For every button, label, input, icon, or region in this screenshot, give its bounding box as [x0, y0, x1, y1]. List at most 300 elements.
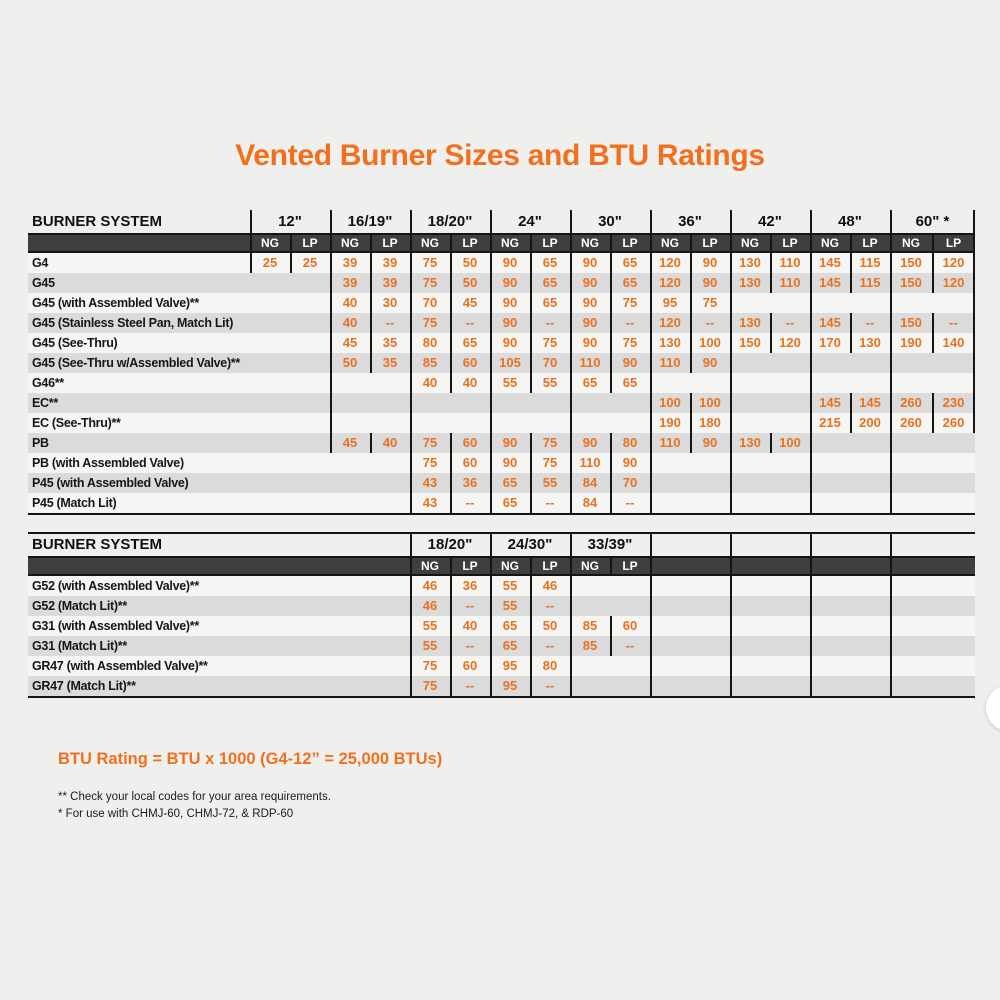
grid-line [890, 210, 892, 513]
grid-line [450, 473, 452, 493]
burner-name: EC** [32, 396, 58, 410]
grid-line [530, 576, 532, 596]
grid-line [530, 596, 532, 616]
vented-burner-table [28, 210, 975, 515]
btu-value-lp: -- [465, 598, 475, 613]
btu-value-ng: 84 [582, 495, 598, 510]
btu-value-lp: -- [465, 678, 475, 693]
grid-line [450, 616, 452, 636]
btu-value-ng: 110 [579, 455, 601, 470]
btu-value-ng: 84 [582, 475, 598, 490]
btu-value-lp: 36 [462, 578, 478, 593]
btu-value-ng: 145 [819, 255, 841, 270]
grid-line [690, 273, 692, 293]
grid-line [530, 353, 532, 373]
grid-line [530, 273, 532, 293]
grid-line [932, 393, 934, 413]
grid-line [730, 534, 732, 696]
grid-line [690, 253, 692, 273]
grid-line [770, 433, 772, 453]
btu-value-lp: -- [545, 598, 555, 613]
grid-line [450, 433, 452, 453]
grid-line [610, 473, 612, 493]
btu-value-ng: 90 [502, 335, 518, 350]
grid-line [530, 233, 532, 253]
btu-value-ng: 150 [900, 255, 922, 270]
grid-line [330, 210, 332, 453]
btu-value-lp: 200 [859, 415, 881, 430]
grid-line [610, 233, 612, 253]
grid-line [250, 210, 252, 273]
btu-value-lp: 60 [462, 435, 478, 450]
grid-line [450, 313, 452, 333]
grid-line [530, 453, 532, 473]
gas-type-header-ng: NG [421, 236, 439, 250]
grid-line [932, 413, 934, 433]
btu-value-lp: 39 [382, 255, 398, 270]
btu-value-lp: 80 [622, 435, 638, 450]
btu-value-ng: 145 [819, 315, 841, 330]
grid-line [370, 253, 372, 273]
grid-line [610, 293, 612, 313]
btu-value-ng: 260 [900, 415, 922, 430]
btu-value-ng: 75 [422, 255, 438, 270]
btu-value-ng: 145 [819, 395, 841, 410]
btu-value-lp: 120 [942, 255, 965, 270]
btu-value-lp: 55 [542, 475, 558, 490]
btu-value-lp: 145 [859, 395, 881, 410]
btu-value-lp: 115 [859, 255, 881, 270]
grid-line [410, 534, 412, 696]
btu-value-lp: 40 [382, 435, 398, 450]
grid-line [530, 636, 532, 656]
btu-value-ng: 45 [342, 435, 358, 450]
grid-line [450, 233, 452, 253]
btu-value-lp: 25 [302, 255, 318, 270]
btu-value-lp: 65 [542, 255, 558, 270]
btu-value-ng: 95 [502, 658, 518, 673]
btu-value-ng: 110 [579, 355, 601, 370]
btu-value-lp: 60 [462, 455, 478, 470]
grid-line [570, 210, 572, 513]
grid-line [570, 534, 572, 696]
btu-value-lp: 180 [699, 415, 721, 430]
btu-value-ng: 105 [499, 355, 521, 370]
btu-value-lp: 90 [702, 435, 718, 450]
gas-type-header-lp: LP [622, 236, 638, 250]
grid-line [690, 233, 692, 253]
gas-type-header-ng: NG [341, 236, 359, 250]
grid-line [650, 534, 652, 696]
grid-line [450, 453, 452, 473]
gas-type-header-ng: NG [501, 236, 519, 250]
grid-line [530, 253, 532, 273]
grid-line [530, 333, 532, 353]
grid-line [850, 253, 852, 273]
btu-value-lp: 60 [462, 355, 478, 370]
grid-line [450, 596, 452, 616]
gas-type-header-ng: NG [902, 236, 920, 250]
burner-name: G45 (Stainless Steel Pan, Match Lit) [32, 316, 234, 330]
btu-value-lp: -- [785, 315, 795, 330]
btu-value-ng: 50 [342, 355, 358, 370]
grid-line [690, 393, 692, 413]
btu-value-ng: 90 [502, 435, 518, 450]
gas-type-header-lp: LP [542, 236, 558, 250]
grid-line [850, 393, 852, 413]
btu-value-lp: -- [545, 678, 555, 693]
grid-line [530, 473, 532, 493]
btu-value-ng: 90 [582, 315, 598, 330]
btu-value-ng: 260 [900, 395, 922, 410]
size-column-header: 33/39" [587, 536, 633, 553]
btu-value-lp: -- [545, 495, 555, 510]
btu-value-lp: -- [545, 638, 555, 653]
btu-value-lp: 70 [542, 355, 558, 370]
grid-line [932, 233, 934, 253]
grid-line [610, 333, 612, 353]
grid-line [932, 333, 934, 353]
btu-value-ng: 90 [502, 315, 518, 330]
grid-line [450, 636, 452, 656]
btu-value-ng: 43 [422, 495, 438, 510]
btu-value-lp: 90 [622, 455, 638, 470]
btu-value-ng: 65 [502, 638, 518, 653]
btu-value-ng: 65 [582, 375, 598, 390]
grid-line [490, 210, 492, 513]
grid-line [850, 333, 852, 353]
table-header-label: BURNER SYSTEM [32, 536, 163, 553]
grid-line [450, 373, 452, 393]
btu-value-ng: 75 [422, 455, 438, 470]
btu-value-lp: 55 [542, 375, 558, 390]
burner-name: P45 (with Assembled Valve) [32, 476, 189, 490]
btu-value-ng: 55 [422, 618, 438, 633]
size-column-header: 36" [678, 213, 702, 230]
gas-type-header-lp: LP [382, 236, 398, 250]
btu-value-ng: 55 [502, 598, 518, 613]
btu-value-lp: 35 [382, 355, 398, 370]
btu-value-lp: 140 [942, 335, 965, 350]
burner-name: EC (See-Thru)** [32, 416, 121, 430]
btu-value-lp: 70 [622, 475, 638, 490]
btu-value-ng: 120 [659, 255, 681, 270]
size-column-header: 24/30" [507, 536, 553, 553]
gas-type-header-ng: NG [501, 559, 519, 573]
btu-value-ng: 39 [342, 275, 358, 290]
btu-value-lp: 30 [382, 295, 398, 310]
grid-line [770, 253, 772, 273]
btu-value-lp: 75 [702, 295, 718, 310]
btu-value-lp: 35 [382, 335, 398, 350]
btu-value-ng: 130 [739, 435, 761, 450]
burner-name: P45 (Match Lit) [32, 496, 117, 510]
grid-line [650, 210, 652, 513]
btu-value-ng: 40 [342, 315, 358, 330]
btu-value-lp: 130 [859, 335, 881, 350]
grid-line [770, 313, 772, 333]
gas-type-header-ng: NG [581, 236, 599, 250]
btu-value-ng: 120 [659, 315, 681, 330]
btu-value-ng: 130 [739, 275, 761, 290]
btu-value-lp: 40 [462, 375, 478, 390]
btu-value-ng: 90 [582, 335, 598, 350]
grid-line [410, 210, 412, 513]
size-column-header: 16/19" [347, 213, 393, 230]
btu-value-lp: 75 [542, 455, 558, 470]
btu-value-ng: 145 [819, 275, 841, 290]
size-column-header: 12" [278, 213, 302, 230]
grid-line [370, 293, 372, 313]
btu-value-lp: 75 [622, 335, 638, 350]
grid-line [450, 556, 452, 576]
page-title: Vented Burner Sizes and BTU Ratings [235, 139, 765, 172]
grid-line [370, 433, 372, 453]
grid-line [370, 313, 372, 333]
gas-type-header-ng: NG [661, 236, 679, 250]
grid-line [770, 233, 772, 253]
gas-type-header-lp: LP [542, 559, 558, 573]
grid-line [450, 253, 452, 273]
btu-value-ng: 90 [582, 295, 598, 310]
btu-value-lp: -- [949, 315, 958, 330]
gas-type-header-lp: LP [622, 559, 638, 573]
btu-value-ng: 130 [659, 335, 681, 350]
grid-line [610, 556, 612, 576]
grid-line [370, 233, 372, 253]
btu-value-lp: -- [465, 315, 475, 330]
btu-value-ng: 90 [582, 275, 598, 290]
burner-name: G31 (Match Lit)** [32, 639, 127, 653]
grid-line [610, 636, 612, 656]
btu-value-lp: 115 [859, 275, 881, 290]
gas-type-header-lp: LP [702, 236, 718, 250]
btu-value-ng: 45 [342, 335, 358, 350]
btu-value-ng: 40 [422, 375, 438, 390]
grid-line [370, 273, 372, 293]
btu-value-lp: 90 [702, 275, 718, 290]
btu-value-ng: 40 [342, 295, 358, 310]
size-column-header: 18/20" [427, 213, 473, 230]
btu-value-lp: -- [625, 495, 635, 510]
btu-value-ng: 46 [422, 578, 438, 593]
btu-value-ng: 90 [502, 255, 518, 270]
btu-value-ng: 90 [502, 295, 518, 310]
btu-value-lp: -- [705, 315, 715, 330]
btu-value-ng: 46 [422, 598, 438, 613]
btu-value-lp: -- [385, 315, 395, 330]
btu-value-ng: 70 [422, 295, 438, 310]
btu-value-ng: 95 [502, 678, 518, 693]
btu-value-ng: 55 [422, 638, 438, 653]
grid-line [850, 233, 852, 253]
gas-type-header-lp: LP [462, 236, 478, 250]
grid-line [530, 433, 532, 453]
grid-line [932, 313, 934, 333]
grid-line [450, 293, 452, 313]
grid-line [530, 616, 532, 636]
btu-value-ng: 190 [900, 335, 922, 350]
grid-line [610, 433, 612, 453]
grid-line [450, 656, 452, 676]
btu-value-ng: 130 [739, 315, 761, 330]
grid-line [690, 293, 692, 313]
btu-value-lp: 90 [702, 355, 718, 370]
btu-value-lp: 40 [462, 618, 478, 633]
burner-name: PB [32, 436, 49, 450]
btu-value-lp: 46 [542, 578, 558, 593]
btu-value-ng: 150 [739, 335, 761, 350]
grid-line [370, 333, 372, 353]
btu-value-ng: 90 [502, 275, 518, 290]
grid-line [690, 353, 692, 373]
grid-line [450, 353, 452, 373]
btu-value-lp: 100 [699, 395, 721, 410]
grid-line [730, 210, 732, 513]
btu-value-ng: 55 [502, 375, 518, 390]
btu-value-lp: 100 [699, 335, 721, 350]
btu-value-ng: 215 [819, 415, 841, 430]
btu-value-ng: 39 [342, 255, 358, 270]
grid-line [450, 333, 452, 353]
btu-value-ng: 100 [659, 395, 681, 410]
gas-type-header-ng: NG [421, 559, 439, 573]
footnote-for-use-with: * For use with CHMJ-60, CHMJ-72, & RDP-60 [58, 808, 294, 820]
btu-value-lp: 50 [462, 275, 478, 290]
burner-name: PB (with Assembled Valve) [32, 456, 184, 470]
btu-value-ng: 80 [422, 335, 438, 350]
btu-value-ng: 55 [502, 578, 518, 593]
btu-rating-note: BTU Rating = BTU x 1000 (G4-12” = 25,000 BTUs) [58, 750, 443, 768]
btu-value-lp: 110 [779, 255, 801, 270]
grid-line [450, 576, 452, 596]
btu-value-lp: 39 [382, 275, 398, 290]
gas-type-header-lp: LP [945, 236, 962, 250]
size-column-header: 24" [518, 213, 542, 230]
btu-value-ng: 85 [582, 638, 598, 653]
size-column-header: 48" [838, 213, 862, 230]
floating-button-partial[interactable] [986, 685, 1000, 731]
burner-name: G45 [32, 276, 55, 290]
btu-value-ng: 75 [422, 275, 438, 290]
table-header-label: BURNER SYSTEM [32, 213, 163, 230]
gas-type-header-lp: LP [862, 236, 878, 250]
btu-value-ng: 90 [582, 255, 598, 270]
btu-value-ng: 43 [422, 475, 438, 490]
grid-line [610, 373, 612, 393]
btu-value-lp: 110 [779, 275, 801, 290]
burner-name: GR47 (with Assembled Valve)** [32, 659, 208, 673]
btu-value-ng: 120 [659, 275, 681, 290]
btu-value-ng: 150 [900, 275, 922, 290]
burner-name: GR47 (Match Lit)** [32, 679, 136, 693]
grid-line [770, 273, 772, 293]
btu-value-lp: 90 [702, 255, 718, 270]
grid-line [932, 253, 934, 273]
footnote-local-codes: ** Check your local codes for your area requirements. [58, 791, 331, 803]
grid-line [850, 313, 852, 333]
btu-value-ng: 190 [659, 415, 681, 430]
grid-line [932, 273, 934, 293]
burner-name: G52 (with Assembled Valve)** [32, 579, 199, 593]
btu-value-ng: 150 [900, 315, 922, 330]
gas-type-header-ng: NG [581, 559, 599, 573]
grid-line [290, 253, 292, 273]
grid-line [850, 273, 852, 293]
btu-value-ng: 65 [502, 475, 518, 490]
btu-value-lp: 260 [942, 415, 965, 430]
grid-line [530, 556, 532, 576]
burner-name: G45 (See-Thru w/Assembled Valve)** [32, 356, 240, 370]
grid-line [610, 313, 612, 333]
btu-value-ng: 75 [422, 678, 438, 693]
grid-line [370, 353, 372, 373]
btu-value-lp: 45 [462, 295, 478, 310]
grid-line [290, 233, 292, 253]
grid-line [530, 293, 532, 313]
burner-name: G4 [32, 256, 49, 270]
btu-value-lp: 75 [542, 335, 558, 350]
size-column-header: 30" [598, 213, 622, 230]
btu-value-ng: 130 [739, 255, 761, 270]
btu-value-ng: 110 [659, 355, 681, 370]
btu-value-lp: 65 [542, 295, 558, 310]
btu-value-lp: -- [865, 315, 875, 330]
btu-value-lp: 80 [542, 658, 558, 673]
grid-line [530, 656, 532, 676]
btu-value-ng: 95 [662, 295, 678, 310]
btu-value-lp: -- [625, 638, 635, 653]
btu-value-lp: 50 [542, 618, 558, 633]
size-column-header: 60" * [915, 213, 950, 230]
btu-value-lp: -- [625, 315, 635, 330]
gas-type-header-lp: LP [782, 236, 798, 250]
size-column-header: 18/20" [427, 536, 473, 553]
btu-value-lp: 230 [942, 395, 965, 410]
btu-value-lp: 75 [622, 295, 638, 310]
btu-value-lp: 65 [622, 375, 638, 390]
grid-line [530, 373, 532, 393]
grid-line [690, 413, 692, 433]
gas-type-header-ng: NG [821, 236, 839, 250]
gas-type-header-ng: NG [741, 236, 759, 250]
grid-line [530, 676, 532, 696]
grid-line [610, 273, 612, 293]
gas-type-header-lp: LP [302, 236, 318, 250]
grid-line [610, 253, 612, 273]
btu-value-lp: 90 [622, 355, 638, 370]
grid-line [890, 534, 892, 696]
grid-line [850, 413, 852, 433]
btu-value-ng: 90 [582, 435, 598, 450]
size-column-header: 42" [758, 213, 782, 230]
btu-value-ng: 85 [422, 355, 438, 370]
btu-value-lp: 65 [622, 275, 638, 290]
grid-line [530, 313, 532, 333]
grid-line [610, 453, 612, 473]
btu-value-lp: 36 [462, 475, 478, 490]
grid-line [450, 493, 452, 513]
btu-value-ng: 75 [422, 435, 438, 450]
btu-value-lp: 120 [942, 275, 965, 290]
btu-value-lp: 100 [779, 435, 801, 450]
btu-value-ng: 90 [502, 455, 518, 470]
grid-line [690, 433, 692, 453]
btu-value-lp: 65 [462, 335, 478, 350]
btu-value-ng: 170 [819, 335, 841, 350]
btu-value-ng: 75 [422, 315, 438, 330]
grid-line [610, 353, 612, 373]
